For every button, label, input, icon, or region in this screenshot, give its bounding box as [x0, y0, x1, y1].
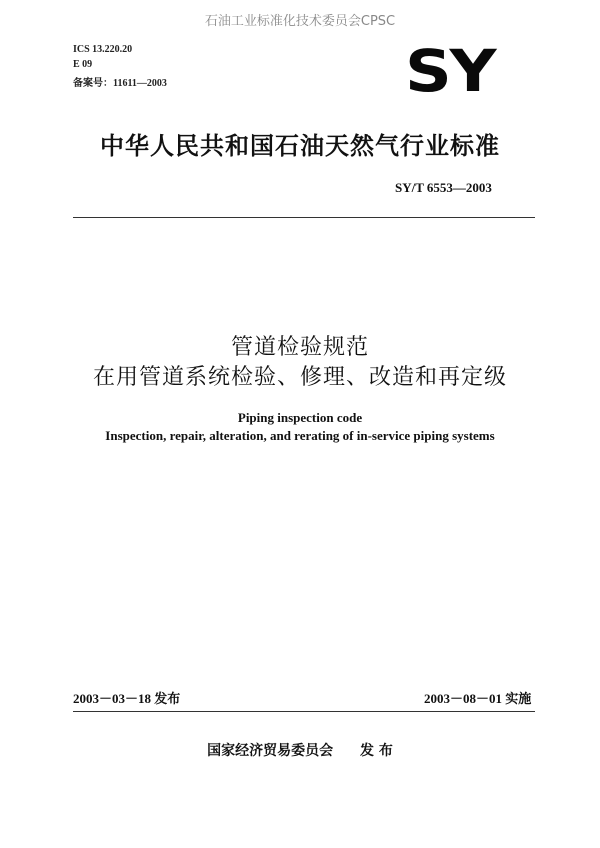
title-english-line-2: Inspection, repair, alteration, and rerating of in-service piping systems [105, 428, 495, 443]
header-divider [73, 217, 535, 218]
record-number: 备案号：11611—2003 [73, 78, 167, 89]
issuer-action: 发 布 [360, 743, 393, 759]
issuer-name: 国家经济贸易委员会 [207, 743, 334, 759]
issue-date: 2003－03－18 发布 [73, 691, 181, 706]
footer-divider [73, 711, 535, 712]
standard-category-title: 中华人民共和国石油天然气行业标准 [100, 132, 500, 160]
standard-number: SY/T 6553—2003 [395, 180, 492, 195]
classification-code: E 09 [73, 59, 93, 70]
ics-code: ICS 13.220.20 [73, 44, 133, 55]
title-english-line-1: Piping inspection code [237, 410, 363, 425]
sy-logo: SY [405, 37, 495, 105]
issuer-block [0, 740, 600, 760]
title-chinese-line-2: 在用管道系统检验、修理、改造和再定级 [92, 365, 507, 390]
watermark-text: 石油工业标准化技术委员会CPSC [204, 14, 396, 29]
title-chinese-line-1: 管道检验规范 [230, 335, 369, 360]
effective-date: 2003－08－01 实施 [424, 691, 532, 706]
